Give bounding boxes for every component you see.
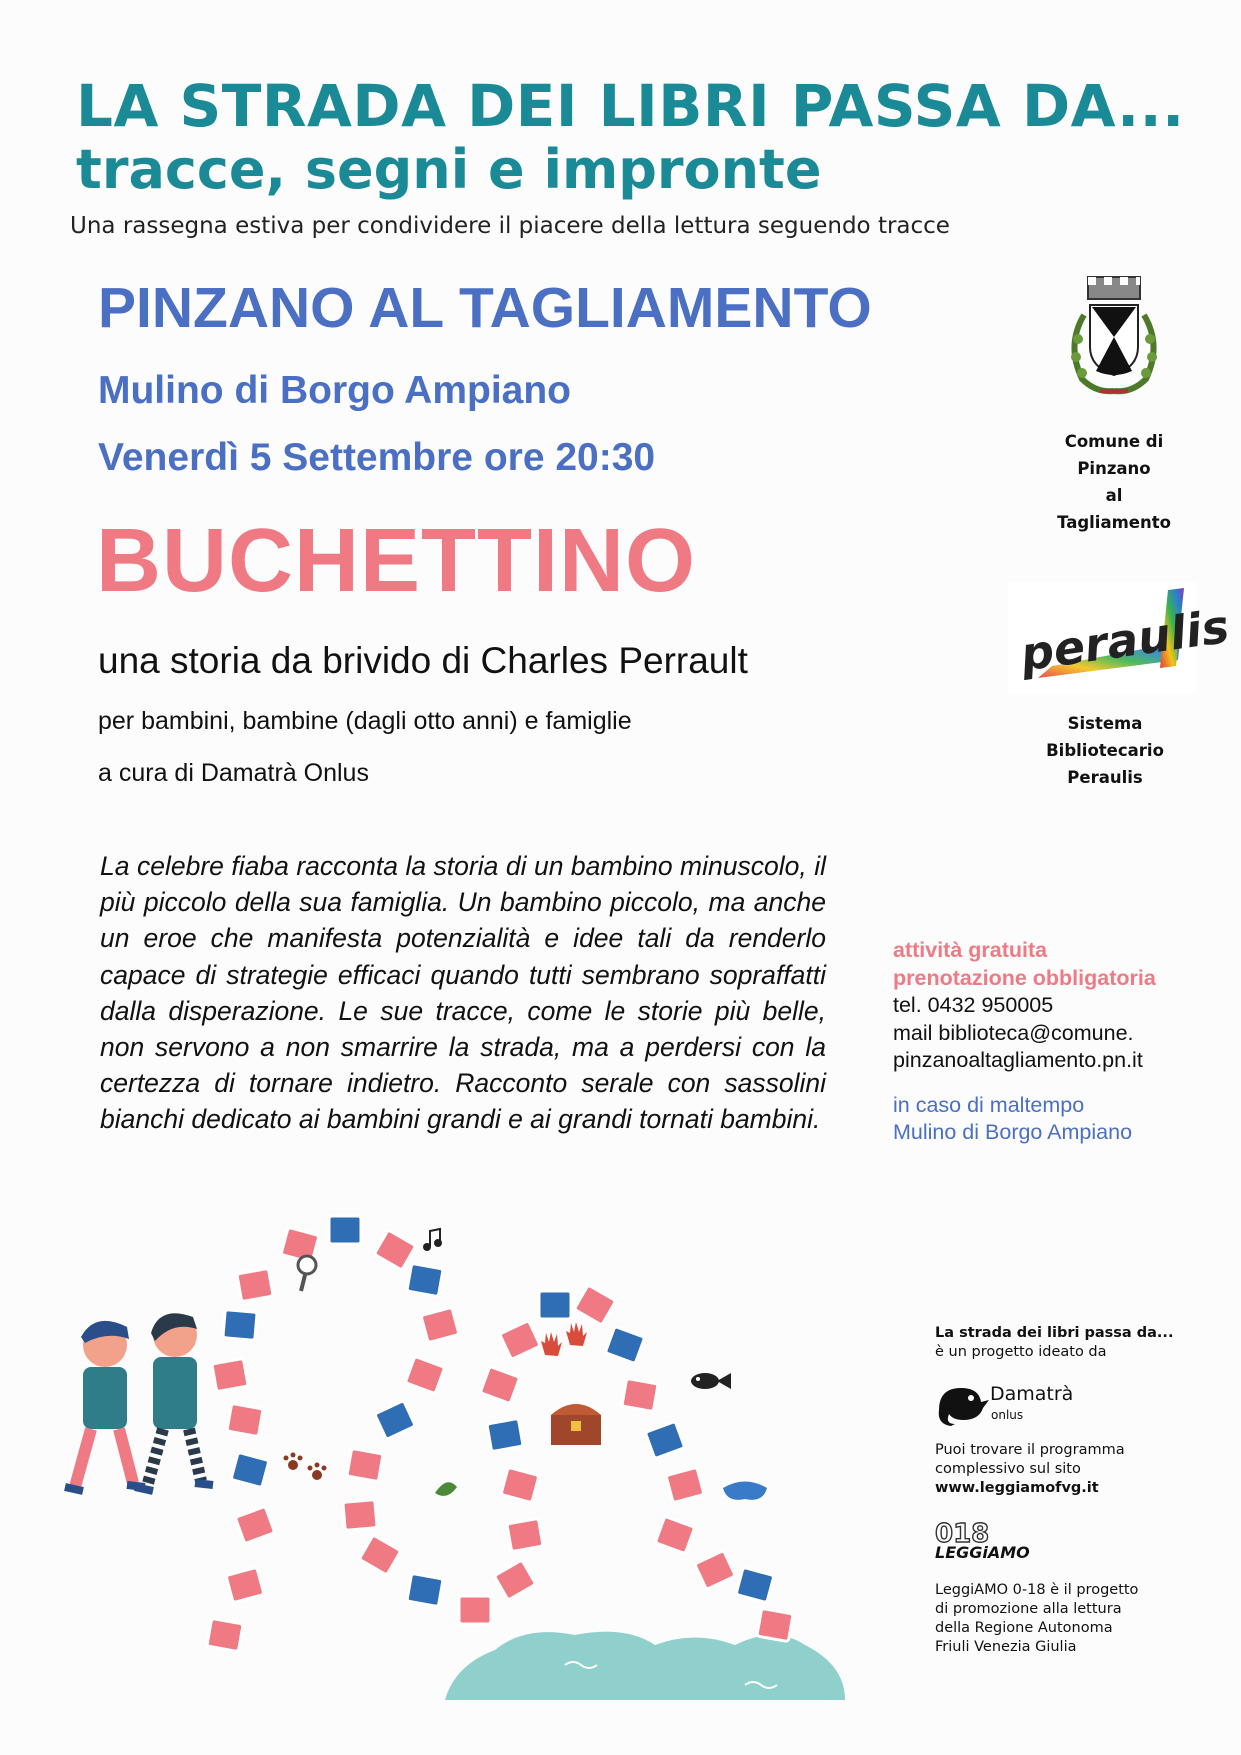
booking-required: prenotazione obbligatoria	[893, 965, 1156, 990]
poster-title: LA STRADA DEI LIBRI PASSA DA...	[76, 72, 1185, 140]
book-icon	[494, 1560, 536, 1600]
poster-subtitle-title: tracce, segni e impronte	[76, 138, 822, 201]
book-icon	[407, 1263, 443, 1296]
child-right-icon	[135, 1313, 213, 1491]
book-icon	[227, 1403, 263, 1436]
book-icon	[407, 1573, 443, 1606]
books-path	[207, 1216, 793, 1652]
show-curator: a cura di Damatrà Onlus	[98, 759, 369, 787]
book-icon	[500, 1321, 541, 1360]
music-notes-icon	[423, 1229, 442, 1251]
book-icon	[237, 1268, 273, 1301]
leggiamo-info: LeggiAMO 0-18 è il progetto di promozione alla lettura della Regione Autonoma Friuli Venezia Giulia	[935, 1582, 1139, 1655]
book-icon	[343, 1500, 377, 1531]
weather-line1: in caso di maltempo	[893, 1092, 1085, 1117]
peraulis-logo	[1008, 582, 1233, 694]
svg-text:018: 018	[935, 1519, 990, 1549]
program-info: Puoi trovare il programma complessivo sul sito www.leggiamofvg.it	[935, 1442, 1125, 1496]
damatra-sub: onlus	[991, 1408, 1024, 1422]
paw-prints-icon	[284, 1453, 327, 1481]
event-datetime: Venerdì 5 Settembre ore 20:30	[98, 436, 656, 479]
book-icon	[507, 1518, 543, 1551]
book-icon	[405, 1356, 445, 1393]
comune-label: Comune di Pinzano al Tagliamento	[1057, 432, 1171, 532]
book-icon	[487, 1418, 523, 1451]
book-icon	[605, 1326, 645, 1363]
book-icon	[666, 1467, 704, 1502]
child-left-icon	[65, 1321, 145, 1491]
treasure-chest-icon	[551, 1404, 601, 1445]
book-icon	[347, 1448, 383, 1481]
book-icon	[757, 1608, 793, 1641]
show-description: La celebre fiaba racconta la storia di un bambino minuscolo, il più piccolo della sua famiglia. Un bambino piccolo, ma anche un eroe che manifesta potenzialità e idee tali da renderlo capace di strategie efficaci quando tutti sembrano sopraffatti dalla disperazione. Le sue tracce, come le storie più belle, non servono a non smarrire la strada, ma a perdersi con la certezza di tornare indietro. Racconto serale con sassolini bianchi dedicato ai bambini grandi e ai grandi tornati bambini.	[100, 851, 826, 1135]
book-icon	[695, 1551, 736, 1590]
mask-icon	[723, 1482, 767, 1500]
project-credit: La strada dei libri passa da... è un progetto ideato da	[935, 1325, 1174, 1360]
book-icon	[459, 1596, 491, 1624]
svg-text:peraulis: peraulis	[1017, 598, 1233, 682]
show-title: BUCHETTINO	[96, 511, 696, 611]
mail-line1: mail biblioteca@comune.	[893, 1020, 1134, 1045]
book-icon	[736, 1567, 774, 1602]
book-icon	[645, 1421, 685, 1458]
svg-text:LEGGiAMO: LEGGiAMO	[935, 1543, 1030, 1562]
book-icon	[539, 1291, 571, 1319]
book-icon	[374, 1230, 416, 1270]
show-tagline: una storia da brivido di Charles Perrault	[98, 640, 748, 681]
book-icon	[207, 1618, 243, 1651]
mail-line2: pinzanoaltagliamento.pn.it	[893, 1048, 1143, 1072]
free-activity: attività gratuita	[893, 938, 1048, 962]
weather-line2: Mulino di Borgo Ampiano	[893, 1120, 1133, 1144]
book-icon	[622, 1378, 658, 1411]
hands-icon	[541, 1322, 587, 1356]
book-icon	[359, 1535, 401, 1575]
book-path-illustration	[55, 1225, 905, 1715]
comune-crest-icon	[1060, 275, 1168, 410]
book-icon	[655, 1516, 695, 1553]
book-icon	[223, 1310, 257, 1341]
book-icon	[329, 1216, 361, 1244]
booking-info	[893, 937, 1156, 1147]
event-town: PINZANO AL TAGLIAMENTO	[98, 276, 872, 340]
fish-icon	[691, 1373, 731, 1389]
peraulis-label: Sistema Bibliotecario Peraulis	[1046, 714, 1164, 787]
leggiamo-logo	[935, 1519, 1030, 1562]
book-icon	[235, 1506, 275, 1543]
poster-tagline: Una rassegna estiva per condividere il piacere della lettura seguendo tracce	[70, 213, 950, 239]
book-icon	[501, 1467, 539, 1502]
book-icon	[226, 1567, 264, 1602]
magnifier-icon	[298, 1256, 316, 1291]
book-icon	[231, 1452, 269, 1487]
show-audience: per bambini, bambine (dagli otto anni) e famiglie	[98, 707, 632, 735]
event-venue: Mulino di Borgo Ampiano	[98, 369, 571, 412]
book-icon	[480, 1366, 520, 1403]
phone: tel. 0432 950005	[893, 993, 1054, 1017]
book-icon	[574, 1285, 616, 1325]
program-site: www.leggiamofvg.it	[935, 1480, 1099, 1496]
leaf-icon	[435, 1482, 457, 1496]
damatra-name: Damatrà	[990, 1383, 1074, 1405]
book-icon	[212, 1358, 248, 1391]
book-icon	[375, 1401, 416, 1440]
book-icon	[421, 1307, 459, 1342]
